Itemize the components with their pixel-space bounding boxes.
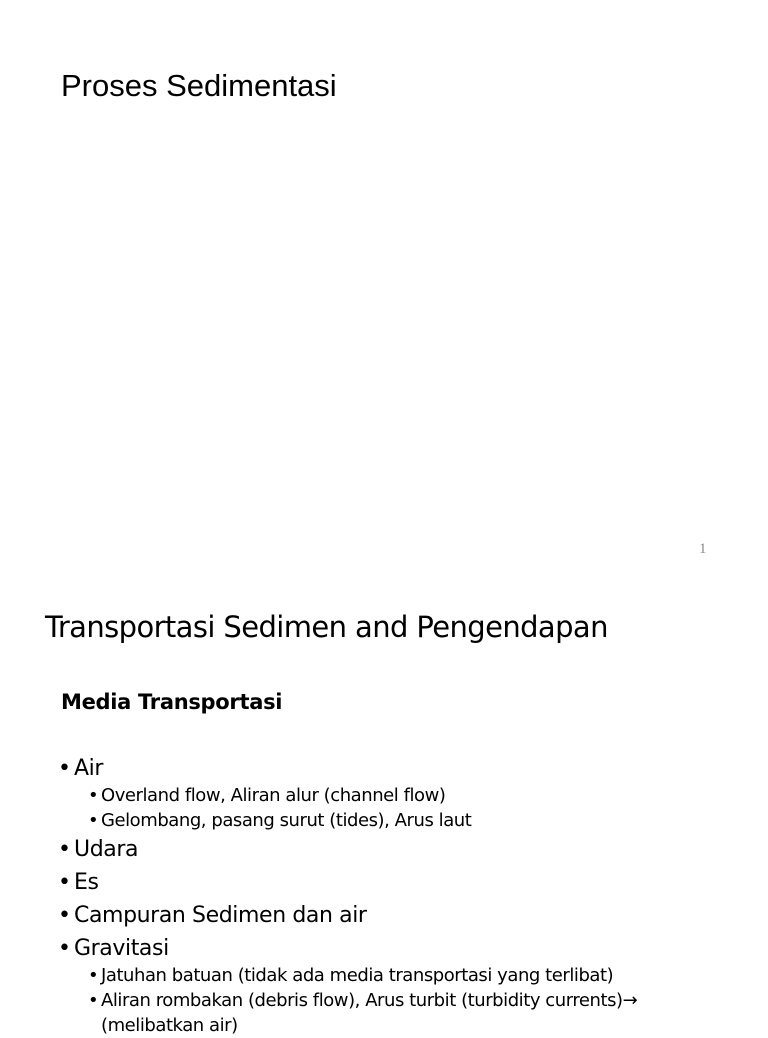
list-item: • Gelombang, pasang surut (tides), Arus laut [88, 810, 472, 831]
list-item: • Overland flow, Aliran alur (channel flow) [88, 785, 446, 806]
list-item-continuation: (melibatkan air) [101, 1015, 238, 1036]
bullet-icon: • [58, 903, 71, 928]
list-item: • Jatuhan batuan (tidak ada media transportasi yang terlibat) [88, 965, 614, 986]
bullet-icon: • [58, 870, 71, 895]
slide-title: Transportasi Sedimen and Pengendapan [45, 610, 608, 644]
section-heading: Media Transportasi [61, 690, 283, 714]
list-item: • Udara [58, 833, 758, 866]
bullet-icon: • [88, 990, 99, 1011]
list-item: • Aliran rombakan (debris flow), Arus turbit (turbidity currents)→ [88, 990, 638, 1011]
list-item: • Air [58, 752, 758, 785]
bullet-icon: • [58, 756, 71, 781]
bullet-list [58, 752, 758, 1038]
page-number: 1 [699, 541, 707, 557]
slide-2 [0, 576, 768, 1036]
bullet-icon: • [88, 810, 99, 831]
slide-title: Proses Sedimentasi [61, 68, 337, 103]
bullet-icon: • [88, 965, 99, 986]
bullet-icon: • [58, 936, 71, 961]
bullet-icon: • [88, 785, 99, 806]
list-item: • Es [58, 866, 758, 899]
list-item: • Gravitasi [58, 932, 758, 965]
list-item: • Campuran Sedimen dan air [58, 899, 758, 932]
bullet-icon: • [58, 837, 71, 862]
